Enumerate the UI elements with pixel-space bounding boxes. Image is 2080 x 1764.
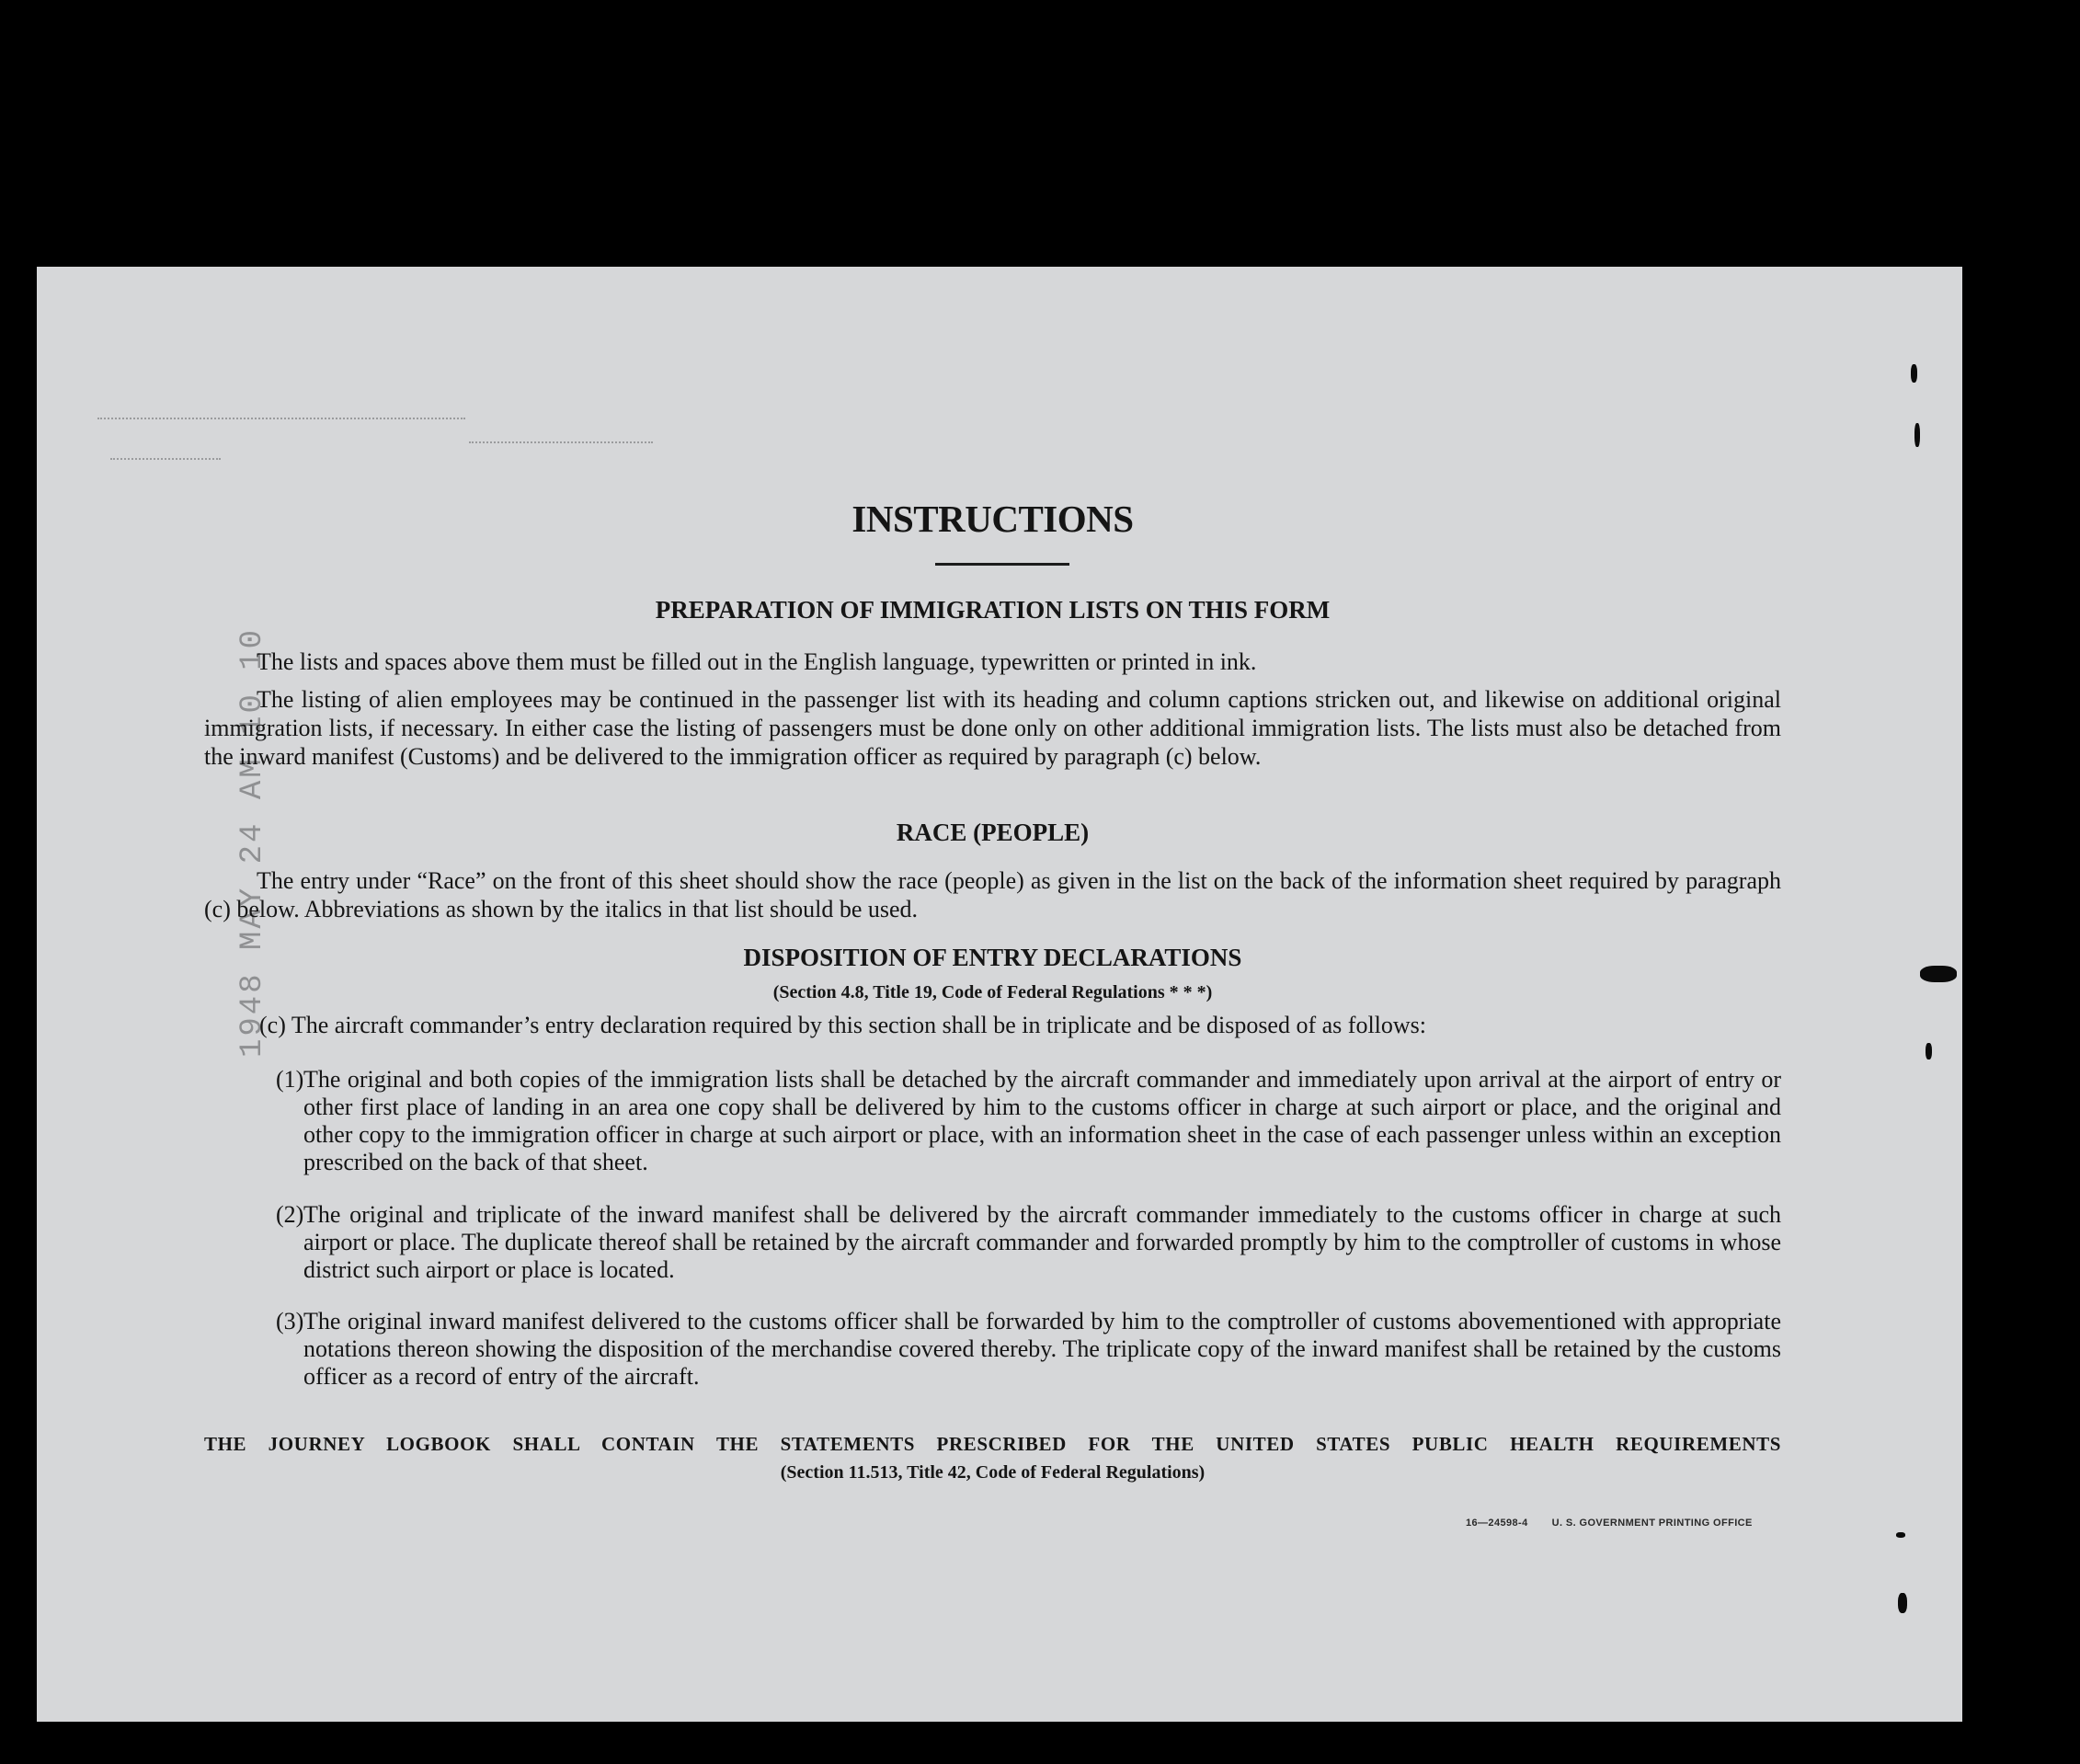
paper-tear — [1920, 966, 1957, 982]
disposition-citation: (Section 4.8, Title 19, Code of Federal Regulations * * *) — [772, 982, 1213, 1002]
item-text: The original and both copies of the immigration lists shall be detached by the aircraft commander and immediately upon arrival at the airport of entry or other first place of landing in an area one copy shall be delivered by him to the customs officer in charge at such airport or place, and the original and other copy to the immigration officer in charge at such airport or place, with an information sheet in the case of each passenger unless within an exception prescribed on the back of that sheet. — [303, 1066, 1781, 1175]
logbook-statement: THE JOURNEY LOGBOOK SHALL CONTAIN THE STATEMENTS PRESCRIBED FOR THE UNITED STATES PUBLIC HEALTH REQUIREMENTS — [204, 1433, 1781, 1455]
scan-speck — [1926, 1043, 1932, 1060]
preparation-paragraph-1: The lists and spaces above them must be filled out in the English language, typewritten or printed in ink. — [257, 648, 1257, 675]
faint-ruled-line — [110, 458, 221, 460]
disposition-intro: (c) The aircraft commander’s entry declaration required by this section shall be in triplicate and be disposed of as follows: — [259, 1012, 1427, 1038]
item-number: (1) — [276, 1066, 304, 1093]
faint-ruled-line — [469, 441, 653, 443]
race-paragraph: The entry under “Race” on the front of this sheet should show the race (people) as given in the list on the back of the information sheet required by paragraph (c) below. Abbreviations as shown by the italics in that list should be used. — [204, 867, 1781, 922]
item-text: The original and triplicate of the inward manifest shall be delivered by the aircraft commander immediately to the customs officer in charge at such airport or place. The duplicate thereof shall be retained by the aircraft commander and forwarded promptly by him to the comptroller of customs in whose district such airport or place is located. — [303, 1201, 1781, 1283]
item-text: The original inward manifest delivered to the customs officer shall be forwarded by him to the comptroller of customs abovementioned with appropriate notations thereon showing the disposition of the merchandise covered thereby. The triplicate copy of the inward manifest shall be retained by the customs officer as a record of entry of the aircraft. — [303, 1308, 1781, 1390]
disposition-item — [276, 1066, 1781, 1176]
received-date-stamp: 1948 MAY 24 AM 10 10 — [235, 626, 270, 1058]
item-number: (3) — [276, 1308, 304, 1334]
preparation-heading: PREPARATION OF IMMIGRATION LISTS ON THIS FORM — [655, 596, 1331, 624]
faint-ruled-line — [97, 418, 465, 419]
printer-imprint — [1466, 1518, 1777, 1529]
page-title: INSTRUCTIONS — [851, 498, 1134, 540]
item-number: (2) — [276, 1201, 304, 1228]
logbook-citation: (Section 11.513, Title 42, Code of Federal Regulations) — [780, 1462, 1206, 1483]
title-underline — [935, 563, 1069, 566]
form-number: 16—24598-4 — [1466, 1518, 1528, 1529]
disposition-item — [276, 1308, 1781, 1391]
preparation-paragraph-2: The listing of alien employees may be continued in the passenger list with its heading and column captions stricken out, and likewise on additional original immigration lists, if necessary. In either case the listing of passengers must be done only on other additional immigration lists. The lists must also be detached from the inward manifest (Customs) and be delivered to the immigration officer as required by paragraph (c) below. — [204, 686, 1781, 770]
disposition-heading: DISPOSITION OF ENTRY DECLARATIONS — [743, 944, 1242, 971]
printer-name: U. S. GOVERNMENT PRINTING OFFICE — [1551, 1518, 1753, 1529]
scan-speck — [1911, 364, 1917, 383]
scan-speck — [1914, 423, 1920, 447]
disposition-item — [276, 1201, 1781, 1284]
race-heading: RACE (PEOPLE) — [896, 819, 1090, 846]
scan-speck — [1896, 1532, 1905, 1538]
scan-speck — [1898, 1593, 1907, 1613]
document-page — [37, 267, 1962, 1722]
